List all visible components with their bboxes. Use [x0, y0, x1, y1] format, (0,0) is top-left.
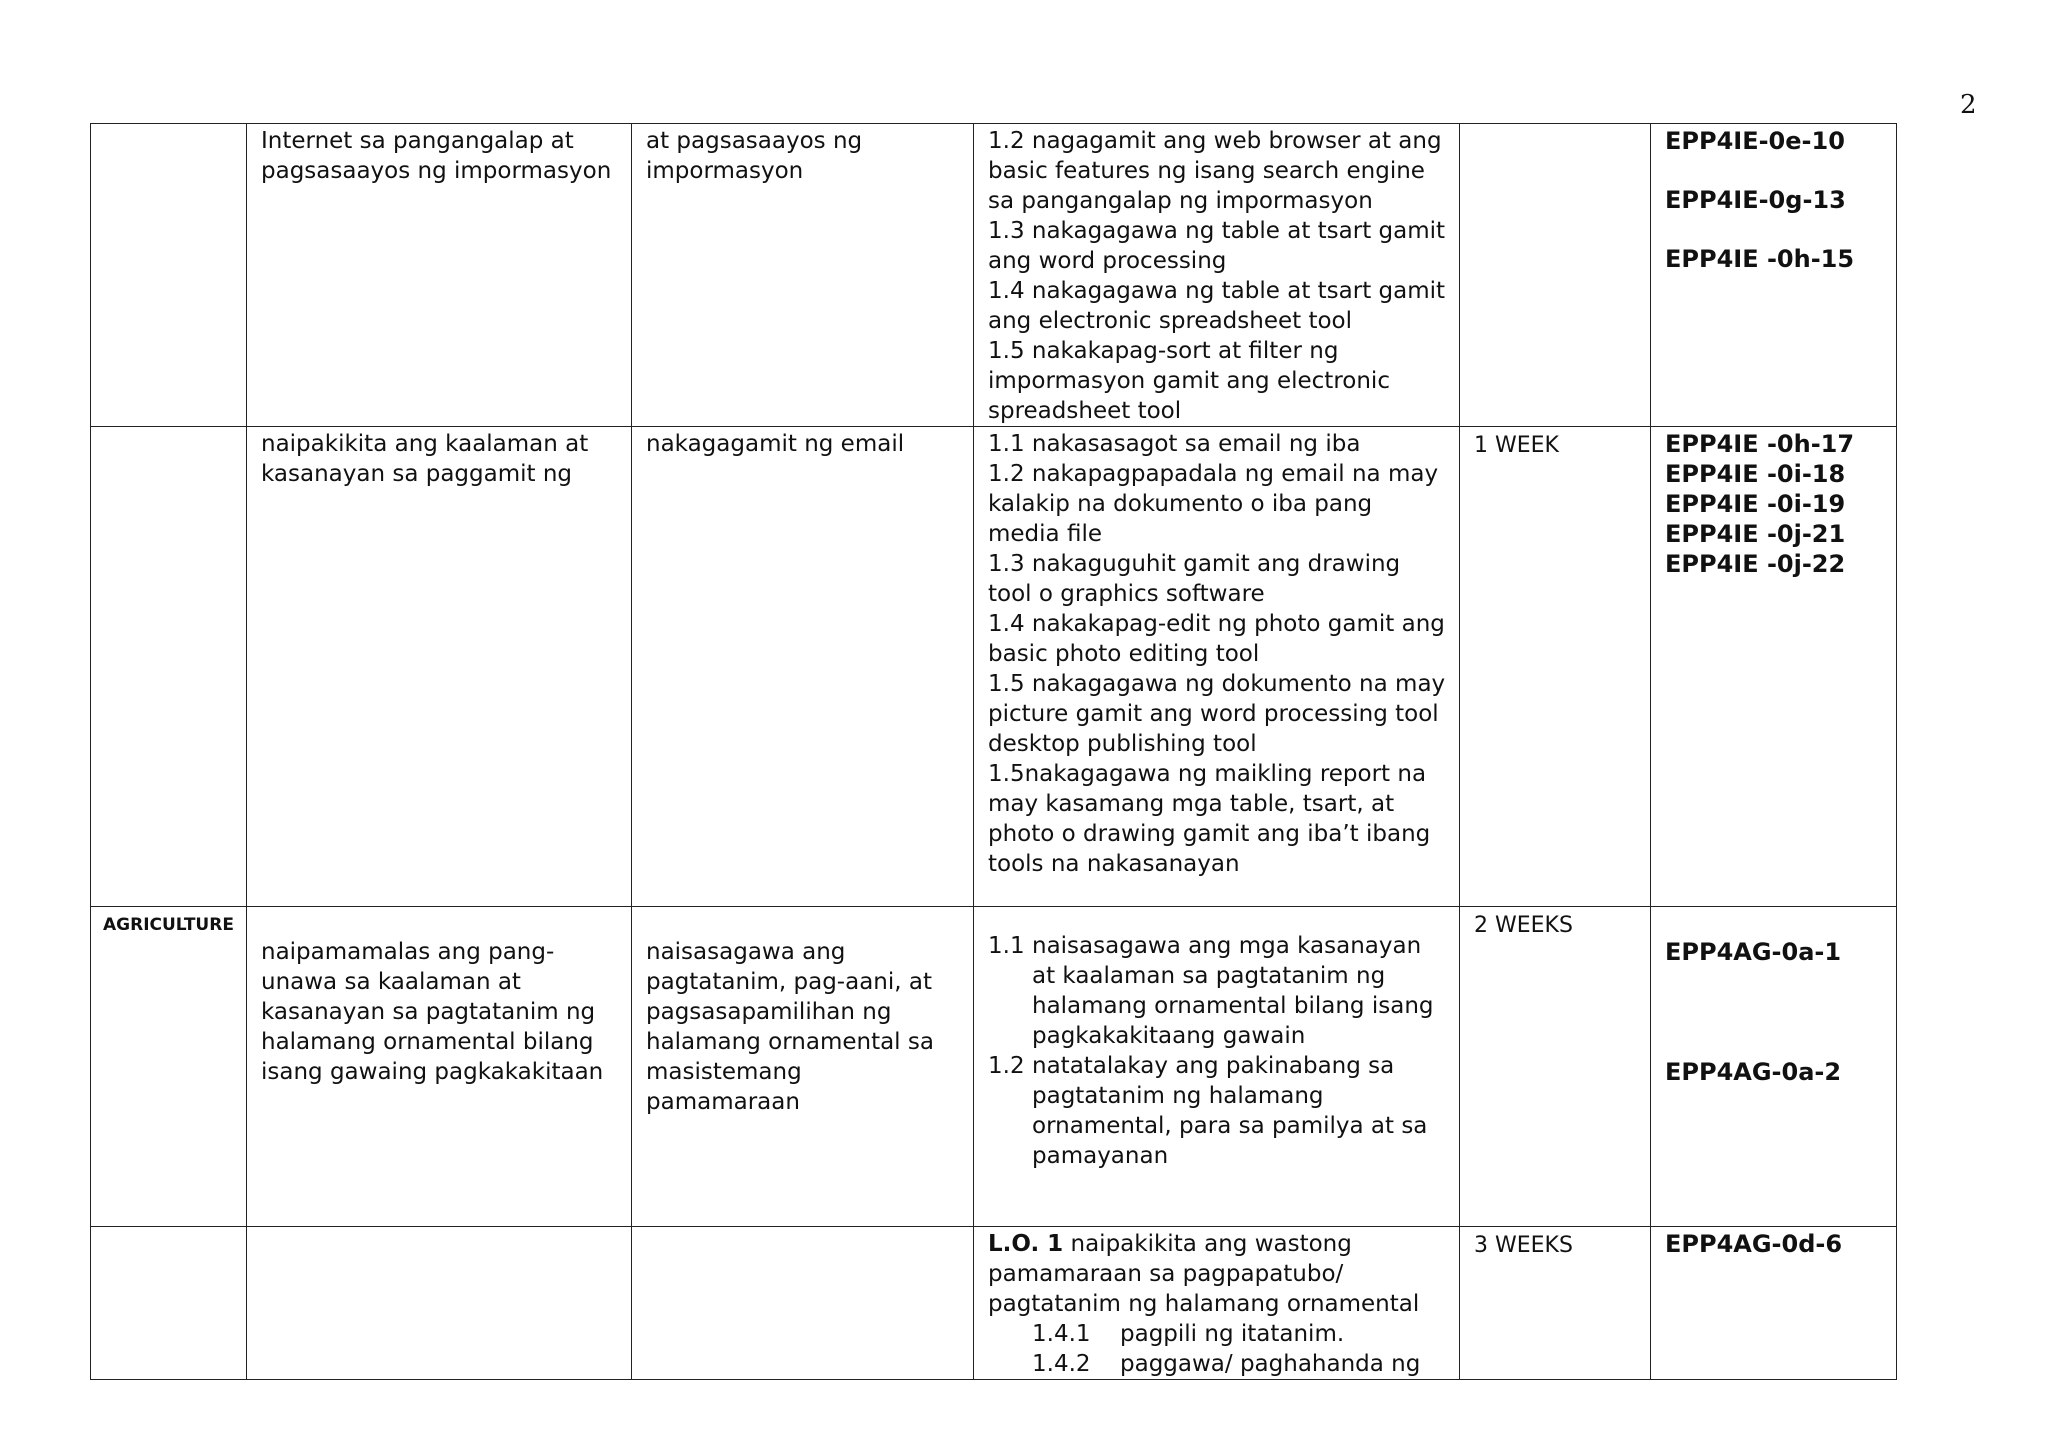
- table-row: [91, 907, 1897, 1227]
- competency-number: 1.2: [988, 1053, 1025, 1079]
- performance-standard-text: naisasagawa ang pagtatanim, pag-aani, at pagsasapamilihan ng halamang ornamental sa masistemang pamamaraan: [646, 939, 934, 1115]
- competency-code: EPP4IE -0j-21: [1665, 520, 1846, 548]
- competency-number: 1.1: [988, 933, 1025, 959]
- duration-cell: [1460, 907, 1651, 1227]
- section-cell: [91, 907, 247, 1227]
- competency-item: 1.2 nakapagpapadala ng email na may kalakip na dokumento o iba pang media file: [988, 461, 1439, 547]
- competency-code: EPP4IE -0j-22: [1665, 550, 1846, 578]
- duration-cell: [1460, 124, 1651, 427]
- sub-item-text: pagpili ng itatanim.: [1120, 1321, 1345, 1347]
- section-cell: [91, 427, 247, 907]
- performance-standard-cell: [632, 427, 974, 907]
- codes-cell: [1651, 907, 1897, 1227]
- competency-code: EPP4IE -0i-19: [1665, 490, 1846, 518]
- performance-standard-text: at pagsasaayos ng impormasyon: [646, 128, 863, 184]
- content-standard-cell: [247, 124, 632, 427]
- competencies-cell: [974, 124, 1460, 427]
- section-cell: [91, 124, 247, 427]
- performance-standard-cell: [632, 907, 974, 1227]
- sub-item-number: 1.4.2: [1032, 1351, 1091, 1377]
- table-row: [91, 1227, 1897, 1380]
- competency-code: EPP4AG-0d-6: [1665, 1230, 1843, 1258]
- content-standard-text: naipamamalas ang pang-unawa sa kaalaman at kasanayan sa pagtatanim ng halamang ornamental bilang isang gawaing pagkakakitaan: [261, 939, 604, 1085]
- performance-standard-cell: [632, 1227, 974, 1380]
- learning-objective: [988, 1229, 1447, 1319]
- duration-text: 2 WEEKS: [1474, 913, 1573, 938]
- duration-cell: [1460, 427, 1651, 907]
- competency-item: 1.5nakagagawa ng maikling report na may kasamang mga table, tsart, at photo o drawing gamit ang iba’t ibang tools na nakasanayan: [988, 761, 1431, 877]
- content-standard-cell: [247, 427, 632, 907]
- competency-code: EPP4IE -0h-15: [1665, 245, 1855, 273]
- competency-item: 1.2 nagagamit ang web browser at ang basic features ng isang search engine sa pangangalap ng impormasyon: [988, 128, 1442, 214]
- competency-code: EPP4AG-0a-2: [1665, 1058, 1842, 1086]
- duration-text: 1 WEEK: [1474, 433, 1559, 458]
- page-number: 2: [1960, 90, 1977, 120]
- competency-item: 1.4 nakagagawa ng table at tsart gamit ang electronic spreadsheet tool: [988, 278, 1446, 334]
- competency-code: EPP4IE-0e-10: [1665, 127, 1845, 155]
- table-row: [91, 124, 1897, 427]
- competency-code: EPP4IE -0i-18: [1665, 460, 1846, 488]
- duration-text: 3 WEEKS: [1474, 1233, 1573, 1258]
- codes-cell: [1651, 124, 1897, 427]
- duration-text: [1460, 124, 1650, 128]
- content-standard-cell: [247, 1227, 632, 1380]
- section-cell: [91, 1227, 247, 1380]
- competency-item: 1.4 nakakapag-edit ng photo gamit ang basic photo editing tool: [988, 611, 1445, 667]
- competencies-cell: [974, 907, 1460, 1227]
- competencies-cell: [974, 1227, 1460, 1380]
- competencies-cell: [974, 427, 1460, 907]
- competency-item: 1.5 nakakapag-sort at filter ng impormasyon gamit ang electronic spreadsheet tool: [988, 338, 1390, 424]
- competency-text: naisasagawa ang mga kasanayan at kaalaman sa pagtatanim ng halamang ornamental bilang isang pagkakakitaang gawain: [1032, 933, 1434, 1049]
- curriculum-table: [90, 123, 1897, 1380]
- sub-item-text: paggawa/ paghahanda ng: [1120, 1351, 1421, 1377]
- competency-item: 1.5 nakagagawa ng dokumento na may picture gamit ang word processing tool desktop publishing tool: [988, 671, 1446, 757]
- lo-label: L.O. 1: [988, 1231, 1064, 1257]
- competency-item: 1.3 nakaguguhit gamit ang drawing tool o graphics software: [988, 551, 1401, 607]
- table-row: [91, 427, 1897, 907]
- lo-text: naipakikita ang wastong pamamaraan sa pagpapatubo/ pagtatanim ng halamang ornamental: [988, 1231, 1420, 1317]
- content-standard-text: Internet sa pangangalap at pagsasaayos ng impormasyon: [261, 128, 612, 184]
- performance-standard-cell: [632, 124, 974, 427]
- section-label: AGRICULTURE: [103, 915, 234, 935]
- sub-item-number: 1.4.1: [1032, 1321, 1091, 1347]
- competency-code: EPP4IE-0g-13: [1665, 186, 1846, 214]
- codes-cell: [1651, 427, 1897, 907]
- competency-text: natatalakay ang pakinabang sa pagtatanim ng halamang ornamental, para sa pamilya at sa pamayanan: [1032, 1053, 1428, 1169]
- content-standard-cell: [247, 907, 632, 1227]
- sub-item: [988, 1319, 1447, 1349]
- competency-code: EPP4AG-0a-1: [1665, 938, 1842, 966]
- sub-item: [988, 1349, 1447, 1379]
- competency-item: [988, 1051, 1447, 1171]
- competency-code: EPP4IE -0h-17: [1665, 430, 1855, 458]
- competency-item: 1.1 nakasasagot sa email ng iba: [988, 431, 1361, 457]
- content-standard-text: naipakikita ang kaalaman at kasanayan sa paggamit ng: [261, 431, 589, 487]
- codes-cell: [1651, 1227, 1897, 1380]
- performance-standard-text: nakagagamit ng email: [646, 431, 905, 457]
- competency-item: [988, 931, 1447, 1051]
- competency-item: 1.3 nakagagawa ng table at tsart gamit ang word processing: [988, 218, 1446, 274]
- duration-cell: [1460, 1227, 1651, 1380]
